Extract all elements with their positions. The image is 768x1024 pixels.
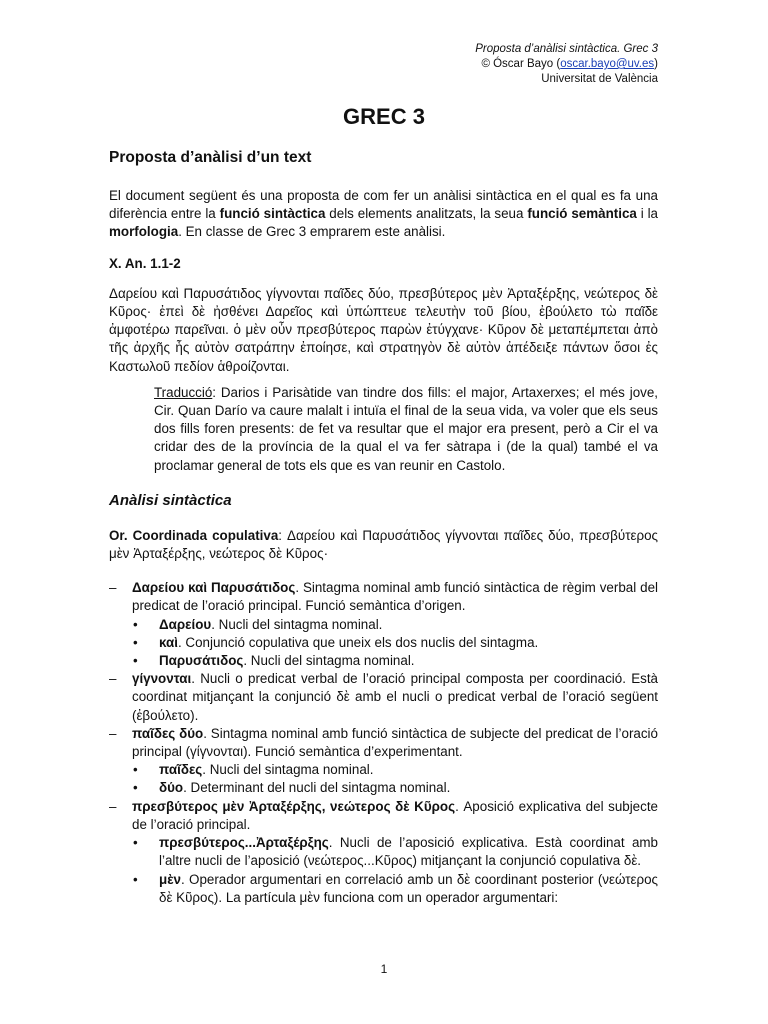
page-header [475, 42, 658, 87]
analysis-item [109, 725, 658, 761]
header-author-prefix: © Óscar Bayo ( [481, 58, 561, 70]
bullet-marker: • [133, 835, 138, 851]
document-title: GREC 3 [343, 104, 425, 129]
dash-marker: – [109, 798, 117, 814]
analysis-subitem [109, 652, 658, 670]
intro-bold-2: funció semàntica [527, 206, 637, 222]
subitem-term: καὶ [159, 634, 178, 650]
coordination-paragraph [109, 527, 658, 563]
text-reference: X. An. 1.1-2 [109, 255, 181, 271]
dash-marker: – [109, 671, 117, 687]
subitem-term: μὲν [159, 871, 181, 887]
dash-marker: – [109, 580, 117, 596]
greek-passage: Δαρείου καὶ Παρυσάτιδος γίγνονται παῖδες δύο, πρεσβύτερος μὲν Ἀρταξέρξης, νεώτερος δὲ Κῦρος· ἐπεὶ δὲ ἠσθένει Δαρεῖος καὶ ὑπώπτευε τελευτὴν τοῦ βίου, ἐβούλετο τὼ παῖδε ἀμφοτέρω παρεῖναι. ὁ μὲν οὖν πρεσβύτερος παρὼν ἐτύγχανε· Κῦρον δὲ μεταπέμπεται ἀπὸ τῆς ἀρχῆς ἧς αὐτὸν σατράπην ἐποίησε, καὶ στρατηγὸν δὲ αὐτὸν ἀπέδειξε πάντων ὅσοι ἐς Καστωλοῦ πεδίον ἁθροίζονται. [109, 285, 658, 374]
translation-paragraph [154, 384, 658, 475]
subitem-desc: . Conjunció copulativa que uneix els dos nuclis del sintagma. [177, 634, 539, 650]
analysis-item [109, 670, 658, 725]
bullet-marker: • [133, 871, 138, 887]
subitem-desc: . Nucli del sintagma nominal. [211, 616, 383, 632]
intro-text-2: dels elements analitzats, la seua [325, 206, 528, 222]
header-author-suffix: ) [654, 58, 658, 70]
translation-label: Traducció [154, 384, 213, 400]
header-author [475, 57, 658, 72]
analysis-desc: . Nucli o predicat verbal de l’oració principal composta per coordinació. Està coordinat mitjançant la conjunció δὲ amb el nucli o predicat verbal de l’oració següent (ἐβούλετο). [132, 671, 658, 723]
subitem-term: πρεσβύτερος...Ἀρταξέρξης [159, 835, 329, 851]
analysis-subitem [109, 761, 658, 779]
analysis-item [109, 798, 658, 834]
coordination-label: Or. Coordinada copulativa [109, 527, 279, 543]
subitem-desc: . Nucli del sintagma nominal. [202, 762, 374, 778]
intro-bold-1: funció sintàctica [219, 206, 326, 222]
analysis-term: πρεσβύτερος μὲν Ἀρταξέρξης, νεώτερος δὲ Κῦρος [132, 798, 456, 814]
intro-paragraph [109, 187, 658, 242]
document-body [109, 148, 658, 907]
page-number: 1 [380, 962, 388, 976]
subitem-desc: . Operador argumentari en correlació amb un δὲ coordinant posterior (νεώτερος δὲ Κῦρος). La partícula μὲν funciona com un operador argumentari: [159, 871, 658, 905]
analysis-term: Δαρείου καὶ Παρυσάτιδος [132, 580, 296, 596]
analysis-subitem [109, 834, 658, 870]
intro-text-3: i la [636, 206, 658, 222]
analysis-desc: . Aposició explicativa del subjecte de l’oració principal. [132, 798, 658, 832]
intro-text-4: . En classe de Grec 3 emprarem este anàlisi. [178, 224, 446, 240]
intro-text-1: El document següent és una proposta de com fer un anàlisi sintàctica en el qual es fa una diferència entre la [109, 188, 658, 222]
header-doc-title: Proposta d’anàlisi sintàctica. Grec 3 [475, 43, 658, 55]
analysis-term: γίγνονται [132, 671, 192, 687]
intro-bold-3: morfologia [109, 224, 179, 240]
translation-text: : Darios i Parisàtide van tindre dos fills: el major, Artaxerxes; el més jove, Cir. Quan Darío va caure malalt i intuïa el final de la seua vida, va voler que els seus dos fills foren presents: de fet va resultar que el major era present, però a Cir el va cridar des de la província de la qual el va fer sàtrapa i (de la qual) també el va proclamar general de tots els que es van reunir en Castolo. [154, 384, 658, 473]
subitem-term: Δαρείου [159, 616, 212, 632]
subitem-desc: . Determinant del nucli del sintagma nominal. [183, 780, 451, 796]
author-email-link[interactable]: oscar.bayo@uv.es [560, 58, 655, 70]
analysis-desc: . Sintagma nominal amb funció sintàctica de règim verbal del predicat de l’oració principal. Funció semàntica d’origen. [132, 580, 658, 614]
bullet-marker: • [133, 762, 138, 778]
bullet-marker: • [133, 616, 138, 632]
dash-marker: – [109, 725, 117, 741]
bullet-marker: • [133, 780, 138, 796]
subitem-term: παῖδες [159, 762, 203, 778]
analysis-subitem [109, 616, 658, 634]
analysis-subitem [109, 779, 658, 797]
bullet-marker: • [133, 634, 138, 650]
coordination-text: : Δαρείου καὶ Παρυσάτιδος γίγνονται παῖδες δύο, πρεσβύτερος μὲν Ἀρταξέρξης, νεώτερος δὲ Κῦρος· [109, 527, 658, 562]
analysis-subitem [109, 871, 658, 907]
subitem-term: δύο [159, 780, 184, 796]
analysis-heading: Anàlisi sintàctica [109, 491, 232, 509]
analysis-desc: . Sintagma nominal amb funció sintàctica de subjecte del predicat de l’oració principal (γίγνονται). Funció semàntica d’experimentant. [132, 725, 658, 760]
analysis-item [109, 579, 658, 615]
analysis-term: παῖδες δύο [132, 725, 204, 741]
analysis-list [109, 579, 658, 907]
subitem-term: Παρυσάτιδος [159, 653, 244, 669]
subitem-desc: . Nucli de l’aposició explicativa. Està coordinat amb l’altre nucli de l’aposició (νεώτερος...Κῦρος) mitjançant la conjunció copulativa δὲ. [159, 835, 658, 869]
bullet-marker: • [133, 653, 138, 669]
subitem-desc: . Nucli del sintagma nominal. [243, 653, 415, 669]
section-heading: Proposta d’anàlisi d’un text [109, 149, 312, 166]
analysis-subitem [109, 634, 658, 652]
header-institution: Universitat de València [541, 73, 658, 85]
